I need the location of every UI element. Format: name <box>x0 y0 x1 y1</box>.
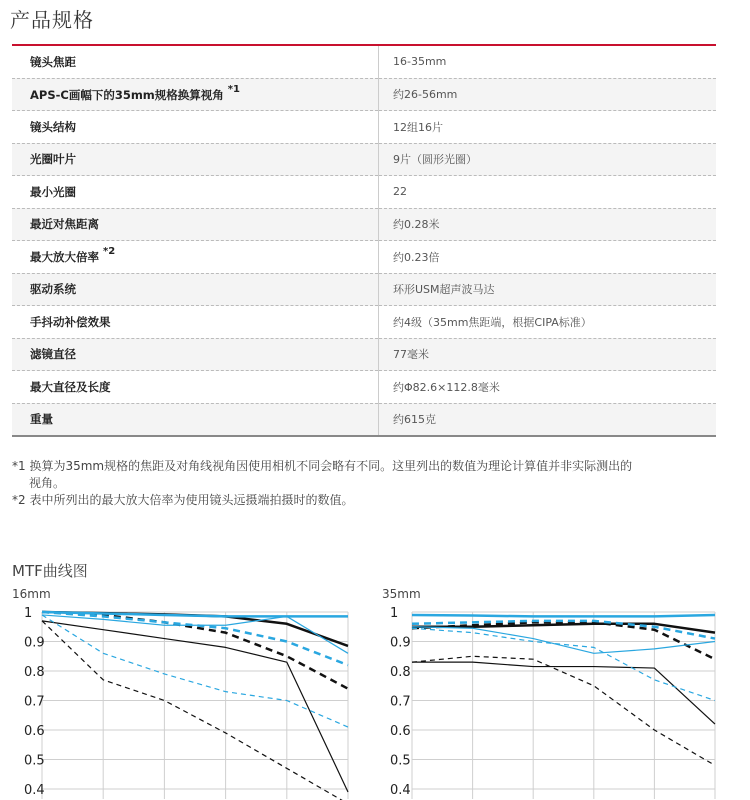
footnote-1: *1 换算为35mm规格的焦距及对角线视角因使用相机不同会略有不同。这里列出的数值为理论计算值并非实际测出的 <box>12 459 633 473</box>
footnote-2: *2 表中所列出的最大放大倍率为使用镜头远摄端拍摄时的数值。 <box>12 493 354 507</box>
spec-label-text: 最小光圈 <box>30 184 76 199</box>
spec-value: 约26-56mm <box>379 78 717 111</box>
chart-title-16mm: 16mm <box>12 587 51 601</box>
spec-label-text: 重量 <box>30 412 53 427</box>
chart-title-35mm: 35mm <box>382 587 421 601</box>
spec-row <box>12 338 716 371</box>
y-tick-label: 0.5 <box>390 753 411 769</box>
spec-label-text: 手抖动补偿效果 <box>30 314 111 329</box>
spec-value: 约4级（35mm焦距端，根据CIPA标准） <box>379 306 717 339</box>
spec-label <box>12 241 379 274</box>
spec-label-text: 镜头焦距 <box>30 54 76 69</box>
spec-value: 约0.23倍 <box>379 241 717 274</box>
spec-row <box>12 273 716 306</box>
footnote-marker: *2 <box>103 246 116 258</box>
spec-row <box>12 78 716 111</box>
spec-row <box>12 208 716 241</box>
y-tick-label: 0.4 <box>24 783 45 798</box>
spec-row <box>12 176 716 209</box>
mtf-chart-35mm <box>370 600 740 800</box>
spec-value: 22 <box>379 176 717 209</box>
spec-table <box>12 46 716 437</box>
mtf-series-black-dashed-thin <box>412 656 715 765</box>
spec-value: 77毫米 <box>379 338 717 371</box>
y-tick-label: 0.4 <box>390 783 411 798</box>
spec-label-text: 驱动系统 <box>30 282 76 297</box>
spec-label <box>12 403 379 436</box>
spec-label-text: 滤镜直径 <box>30 347 76 362</box>
y-tick-label: 0.8 <box>390 665 411 680</box>
spec-label <box>12 111 379 144</box>
y-tick-label: 0.7 <box>24 694 45 710</box>
spec-row <box>12 241 716 274</box>
spec-label-text: APS-C画幅下的35mm规格换算视角 <box>30 87 224 102</box>
mtf-series-black-dashed-thin <box>42 621 348 800</box>
spec-label <box>12 273 379 306</box>
spec-value: 环形USM超声波马达 <box>379 273 717 306</box>
footnote-marker: *1 <box>227 83 240 95</box>
mtf-series-blue-dashed-thick <box>42 612 348 665</box>
spec-label <box>12 338 379 371</box>
spec-label <box>12 46 379 78</box>
y-tick-label: 0.9 <box>24 635 45 651</box>
mtf-section-title: MTF曲线图 <box>12 562 88 580</box>
spec-row <box>12 403 716 436</box>
spec-row <box>12 306 716 339</box>
spec-label <box>12 78 379 111</box>
mtf-series-blue-solid-thick <box>412 615 715 616</box>
spec-value: 约Φ82.6×112.8毫米 <box>379 371 717 404</box>
footnotes <box>12 458 722 509</box>
y-tick-label: 0.5 <box>24 753 45 769</box>
spec-label <box>12 143 379 176</box>
spec-row <box>12 111 716 144</box>
mtf-series-black-dashed-thick <box>42 612 348 689</box>
y-tick-label: 0.7 <box>390 694 411 710</box>
spec-row <box>12 143 716 176</box>
spec-value: 12组16片 <box>379 111 717 144</box>
footnote-1-continued: 视角。 <box>29 476 66 490</box>
spec-label <box>12 208 379 241</box>
y-tick-label: 0.8 <box>24 665 45 680</box>
spec-value: 约615克 <box>379 403 717 436</box>
page-title: 产品规格 <box>10 8 94 32</box>
spec-value: 16-35mm <box>379 46 717 78</box>
spec-row <box>12 46 716 78</box>
mtf-series-black-solid-thin <box>42 621 348 792</box>
spec-value: 约0.28米 <box>379 208 717 241</box>
spec-value: 9片（圆形光圈） <box>379 143 717 176</box>
y-tick-label: 0.6 <box>390 724 411 739</box>
y-tick-label: 1 <box>24 606 33 621</box>
spec-label-text: 最大直径及长度 <box>30 379 111 394</box>
spec-label <box>12 176 379 209</box>
y-tick-label: 1 <box>390 606 399 621</box>
y-tick-label: 0.6 <box>24 724 45 739</box>
spec-label <box>12 306 379 339</box>
spec-label-text: 最近对焦距离 <box>30 217 99 232</box>
spec-label-text: 最大放大倍率 <box>30 250 99 265</box>
mtf-series-blue-solid-thin <box>42 615 348 653</box>
mtf-series-blue-dashed-thin <box>412 628 715 700</box>
spec-label <box>12 371 379 404</box>
mtf-chart-16mm <box>0 600 370 800</box>
y-tick-label: 0.9 <box>390 635 411 651</box>
spec-label-text: 光圈叶片 <box>30 152 76 167</box>
spec-label-text: 镜头结构 <box>30 119 76 134</box>
spec-row <box>12 371 716 404</box>
